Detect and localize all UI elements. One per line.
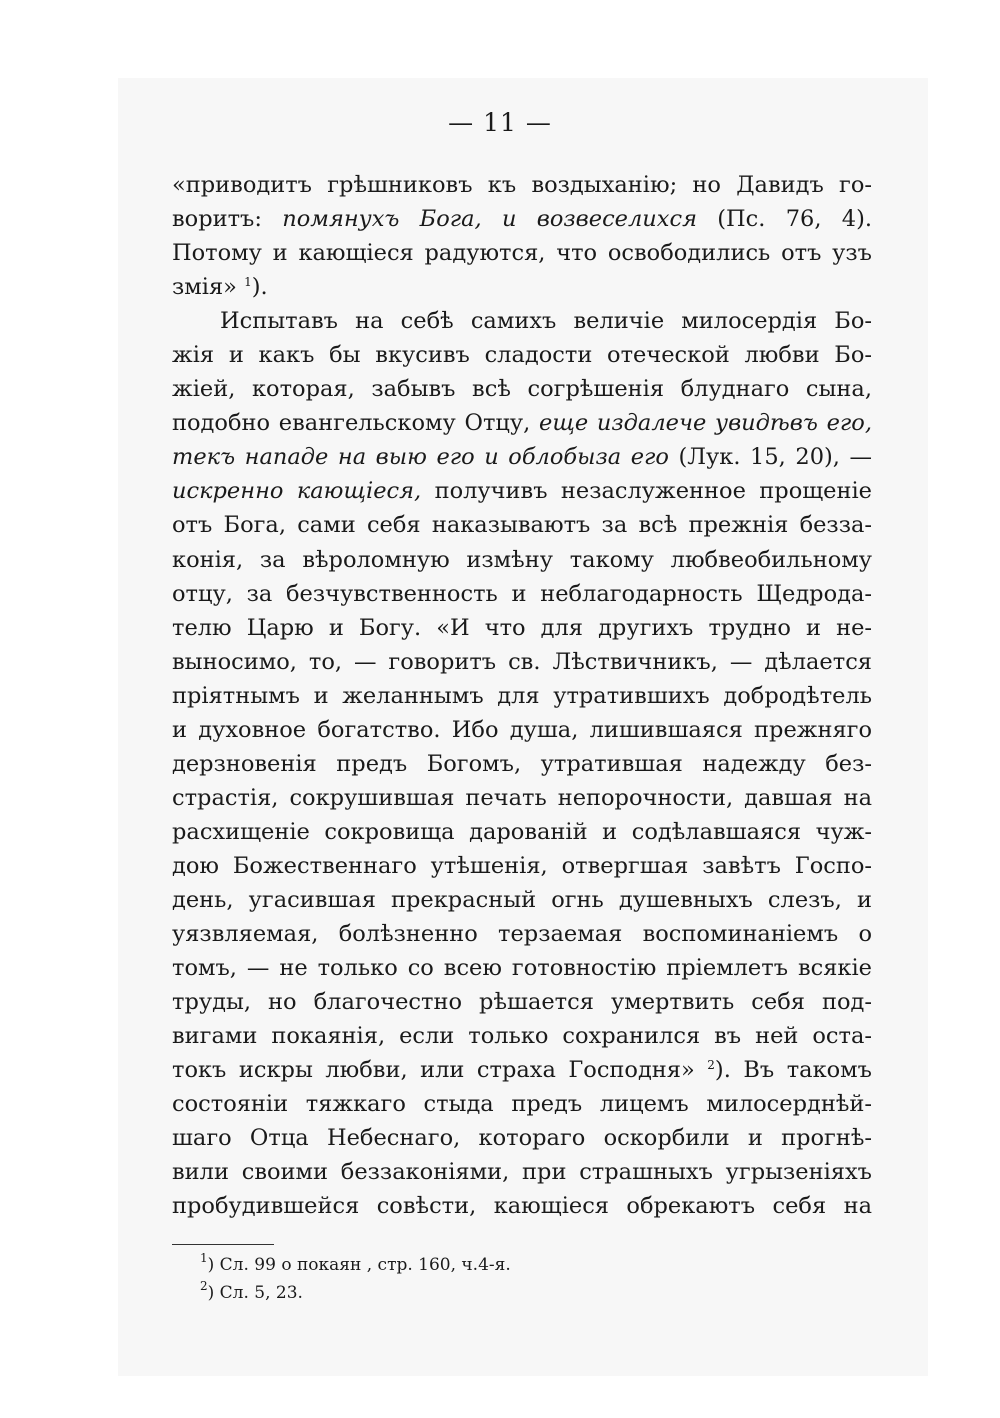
text-segment: уязвляемая, болѣзненно терзаемая воспоминаніемъ о xyxy=(172,921,872,948)
text-segment: ). xyxy=(251,274,268,301)
text-line xyxy=(172,917,872,951)
text-line xyxy=(172,645,872,679)
text-segment: жіей, которая, забывъ всѣ согрѣшенія блуднаго сына, xyxy=(172,376,872,403)
italic-quote: еще издалече увидѣвъ его, xyxy=(539,410,872,437)
footnote-text: ) Сл. 99 о покаян , стр. 160, ч.4-я. xyxy=(207,1255,511,1275)
text-segment: труды, но благочестно рѣшается умертвить себя под- xyxy=(172,989,872,1016)
text-segment: подобно евангельскому Отцу, xyxy=(172,410,539,437)
text-line xyxy=(172,236,872,270)
text-segment: день, угасившая прекрасный огнь душевныхъ слезъ, и xyxy=(172,886,872,913)
footnote xyxy=(200,1251,511,1279)
text-line xyxy=(172,985,872,1019)
text-line xyxy=(172,815,872,849)
text-segment: пробудившейся совѣсти, кающіеся обрекаютъ себя на xyxy=(172,1193,872,1220)
text-line xyxy=(172,1053,872,1087)
text-segment: и духовное богатство. Ибо душа, лишившаяся прежняго xyxy=(172,716,872,743)
text-segment: состояніи тяжкаго стыда предъ лицемъ милосерднѣй- xyxy=(172,1091,872,1118)
text-line xyxy=(172,951,872,985)
text-segment: конія, за вѣроломную измѣну такому любвеобильному xyxy=(172,546,872,573)
text-line xyxy=(172,1019,872,1053)
text-segment: «приводитъ грѣшниковъ къ воздыханію; но Давидъ го- xyxy=(172,172,872,198)
text-line xyxy=(172,1087,872,1121)
italic-quote: искренно кающіеся, xyxy=(172,478,422,505)
text-segment: выносимо, то, — говоритъ св. Лѣствичникъ, — дѣлается xyxy=(172,648,872,675)
text-line xyxy=(172,679,872,713)
text-line xyxy=(172,406,872,440)
italic-quote: помянухъ Бога, и возвеселихся xyxy=(282,206,697,233)
text-line xyxy=(172,1121,872,1155)
text-segment: (Пс. 76, 4). xyxy=(697,206,872,233)
text-line xyxy=(172,781,872,815)
text-segment: Испытавъ на себѣ самихъ величіе милосердія Бо- xyxy=(220,308,872,335)
text-line xyxy=(172,713,872,747)
text-line xyxy=(172,474,872,508)
footnote-mark: 2 xyxy=(200,1279,208,1293)
text-segment: шаго Отца Небеснаго, котораго оскорбили и прогнѣ- xyxy=(172,1125,872,1152)
text-line xyxy=(172,338,872,372)
text-segment: отцу, за безчувственность и неблагодарность Щедрода- xyxy=(172,580,872,607)
text-line xyxy=(172,543,872,577)
text-segment: воритъ: xyxy=(172,206,283,233)
italic-quote: текъ нападе на выю его и облобыза его xyxy=(172,444,669,471)
text-line xyxy=(172,747,872,781)
text-segment: получивъ незаслуженное прощеніе xyxy=(421,478,872,505)
text-segment: пріятнымъ и желаннымъ для утратившихъ добродѣтель xyxy=(172,682,872,709)
footnote xyxy=(200,1279,511,1307)
text-line xyxy=(172,1155,872,1189)
text-segment: жія и какъ бы вкусивъ сладости отеческой любви Бо- xyxy=(172,342,872,369)
text-segment: отъ Бога, сами себя наказываютъ за всѣ прежнія безза- xyxy=(172,512,872,539)
text-line xyxy=(172,304,872,338)
footnote-mark: 1 xyxy=(200,1251,208,1265)
text-segment: расхищеніе сокровища дарованій и содѣлавшаяся чуж- xyxy=(172,818,872,845)
page-number: — 11 — xyxy=(448,108,552,137)
text-segment: токъ искры любви, или страха Господня» xyxy=(172,1057,708,1084)
text-line xyxy=(172,849,872,883)
text-segment: страстія, сокрушившая печать непорочности, давшая на xyxy=(172,784,872,811)
text-line xyxy=(172,508,872,542)
text-line xyxy=(172,270,872,304)
text-segment: вигами покаянія, если только сохранился въ ней оста- xyxy=(172,1023,872,1050)
text-line xyxy=(172,372,872,406)
body-text xyxy=(172,168,872,1223)
text-segment: томъ, — не только со всею готовностію пріемлетъ всякіе xyxy=(172,955,872,982)
text-line xyxy=(172,611,872,645)
text-line xyxy=(172,883,872,917)
footnote-text: ) Сл. 5, 23. xyxy=(207,1283,303,1303)
footnote-divider xyxy=(172,1244,274,1245)
text-line xyxy=(172,577,872,611)
footnotes xyxy=(200,1251,511,1307)
text-segment: змія» xyxy=(172,274,245,301)
text-segment: вили своими беззаконіями, при страшныхъ угрызеніяхъ xyxy=(172,1159,872,1186)
text-segment: телю Царю и Богу. «И что для другихъ трудно и не- xyxy=(172,614,872,641)
text-line xyxy=(172,1189,872,1223)
text-segment: Потому и кающіеся радуются, что освободились отъ узъ xyxy=(172,240,872,267)
text-segment: (Лук. 15, 20), — xyxy=(668,444,872,471)
text-segment: дою Божественнаго утѣшенія, отвергшая завѣтъ Госпо- xyxy=(172,852,872,879)
text-segment: дерзновенія предъ Богомъ, утратившая надежду без- xyxy=(172,750,872,777)
footnote-ref: 2 xyxy=(707,1058,715,1073)
footnote-ref: 1 xyxy=(244,275,252,290)
text-line xyxy=(172,202,872,236)
text-line xyxy=(172,168,872,202)
text-segment: ). Въ такомъ xyxy=(714,1057,872,1084)
text-line xyxy=(172,440,872,474)
